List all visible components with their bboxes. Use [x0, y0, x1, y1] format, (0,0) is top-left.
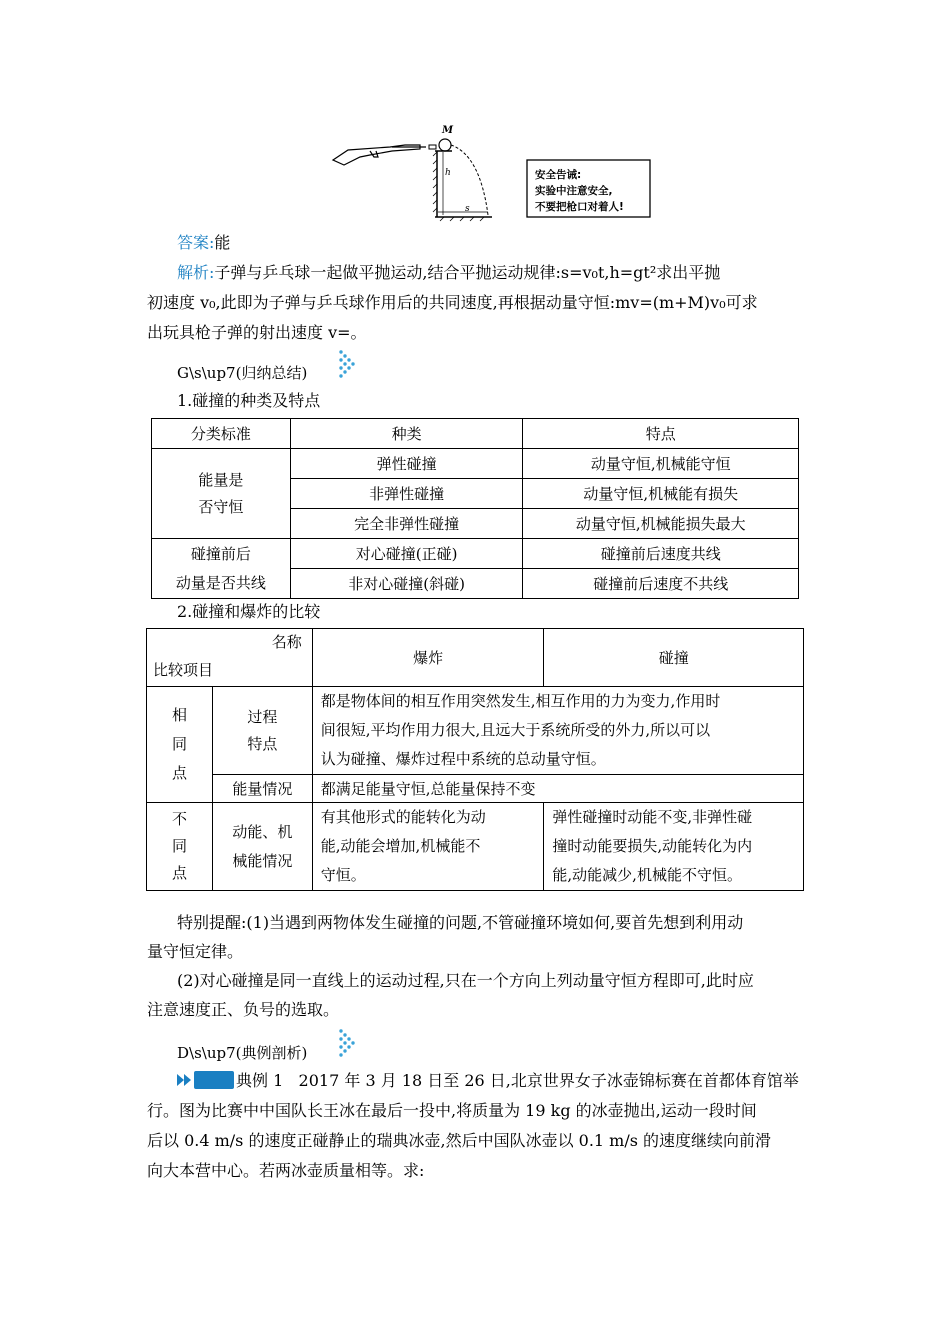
tips-line-2: 量守恒定律。	[147, 942, 244, 961]
table2-process-label: 过程 特点	[212, 687, 312, 775]
toy-gun-icon	[333, 145, 426, 165]
chevron-icon	[338, 349, 356, 379]
table1-cell: 非弹性碰撞	[290, 479, 523, 509]
chevron-icon	[338, 1028, 356, 1058]
warning-line-1: 安全告诫:	[535, 169, 582, 181]
example-line-1	[236, 1071, 799, 1091]
corner-name: 名称	[271, 633, 302, 651]
analysis-line-3: 出玩具枪子弹的射出速度 v=。	[147, 323, 367, 342]
table1-cell: 非对心碰撞(斜碰)	[290, 569, 523, 599]
label-s: s	[465, 204, 470, 214]
ping-pong-ball-icon	[439, 139, 451, 151]
table1-group2-label: 碰撞前后 动量是否共线	[152, 539, 291, 599]
heading-collision-types: 1.碰撞的种类及特点	[177, 391, 321, 410]
table1-cell: 动量守恒,机械能损失最大	[523, 509, 799, 539]
analysis-line-1	[177, 263, 720, 283]
table1-group1-label: 能量是 否守恒	[152, 449, 291, 539]
table2-collision-text: 弹性碰撞时动能不变,非弹性碰 撞时动能要损失,动能转化为内 能,动能减少,机械能不守恒。	[544, 803, 804, 891]
bullet-icon	[429, 145, 436, 149]
example-badge	[194, 1071, 234, 1089]
tips-line-1: 特别提醒:(1)当遇到两物体发生碰撞的问题,不管碰撞环境如何,要首先想到利用动	[177, 913, 744, 932]
answer-label: 答案:	[177, 233, 215, 252]
example-line-4: 向大本营中心。若两冰壶质量相等。求:	[147, 1161, 425, 1180]
table1-header-feature: 特点	[523, 419, 799, 449]
double-arrow-icon	[177, 1073, 193, 1087]
table1-cell: 动量守恒,机械能守恒	[523, 449, 799, 479]
section-summary-title: G\s\up7(归纳总结)	[177, 364, 308, 382]
table1-header-type: 种类	[290, 419, 523, 449]
table2-process-text: 都是物体间的相互作用突然发生,相互作用的力为变力,作用时 间很短,平均作用力很大,且远大于系统所受的外力,所以可以 认为碰撞、爆炸过程中系统的总动量守恒。	[312, 687, 803, 775]
label-h: h	[445, 168, 451, 178]
example-text-1: 2017 年 3 月 18 日至 26 日,北京世界女子冰壶锦标赛在首都体育馆举	[298, 1071, 799, 1090]
comparison-table	[146, 628, 804, 891]
analysis-label: 解析:	[177, 263, 215, 282]
collision-types-table	[151, 418, 799, 599]
tips-line-3: (2)对心碰撞是同一直线上的运动过程,只在一个方向上列动量守恒方程即可,此时应	[177, 971, 754, 990]
answer-value: 能	[214, 233, 231, 252]
analysis-line-2: 初速度 v₀,此即为子弹与乒乓球作用后的共同速度,再根据动量守恒:mv=(m+M)v₀可求	[147, 293, 758, 312]
label-M: M	[442, 125, 454, 136]
table2-energy-text: 都满足能量守恒,总能量保持不变	[312, 775, 803, 803]
table2-same-label: 相 同 点	[147, 687, 213, 803]
table1-cell: 对心碰撞(正碰)	[290, 539, 523, 569]
projectile-figure	[330, 120, 660, 225]
warning-line-2: 实验中注意安全,	[535, 185, 613, 197]
example-label: 典例 1	[236, 1071, 284, 1090]
table1-cell: 碰撞前后速度不共线	[523, 569, 799, 599]
table2-header-explosion: 爆炸	[312, 629, 544, 687]
table1-cell: 弹性碰撞	[290, 449, 523, 479]
example-line-2: 行。图为比赛中中国队长王冰在最后一投中,将质量为 19 kg 的冰壶抛出,运动一段时间	[147, 1101, 757, 1120]
table1-cell: 动量守恒,机械能有损失	[523, 479, 799, 509]
warning-line-3: 不要把枪口对着人!	[535, 201, 624, 213]
heading-comparison: 2.碰撞和爆炸的比较	[177, 602, 321, 621]
answer-line	[177, 233, 230, 253]
table1-cell: 碰撞前后速度共线	[523, 539, 799, 569]
table2-header-collision: 碰撞	[544, 629, 804, 687]
tips-line-4: 注意速度正、负号的选取。	[147, 1000, 340, 1019]
section-example-title: D\s\up7(典例剖析)	[177, 1044, 308, 1062]
analysis-text-1: 子弹与乒乓球一起做平抛运动,结合平抛运动规律:s=v₀t,h=gt²求出平抛	[214, 263, 721, 282]
table2-corner	[147, 629, 313, 687]
corner-item: 比较项目	[153, 661, 214, 679]
table1-header-category: 分类标准	[152, 419, 291, 449]
table2-explosion-text: 有其他形式的能转化为动 能,动能会增加,机械能不 守恒。	[312, 803, 544, 891]
table2-diff-label: 不 同 点	[147, 803, 213, 891]
example-line-3: 后以 0.4 m/s 的速度正碰静止的瑞典冰壶,然后中国队冰壶以 0.1 m/s 的速度继续向前滑	[147, 1131, 772, 1150]
table2-ke-label: 动能、机 械能情况	[212, 803, 312, 891]
table2-energy-label: 能量情况	[212, 775, 312, 803]
table1-cell: 完全非弹性碰撞	[290, 509, 523, 539]
